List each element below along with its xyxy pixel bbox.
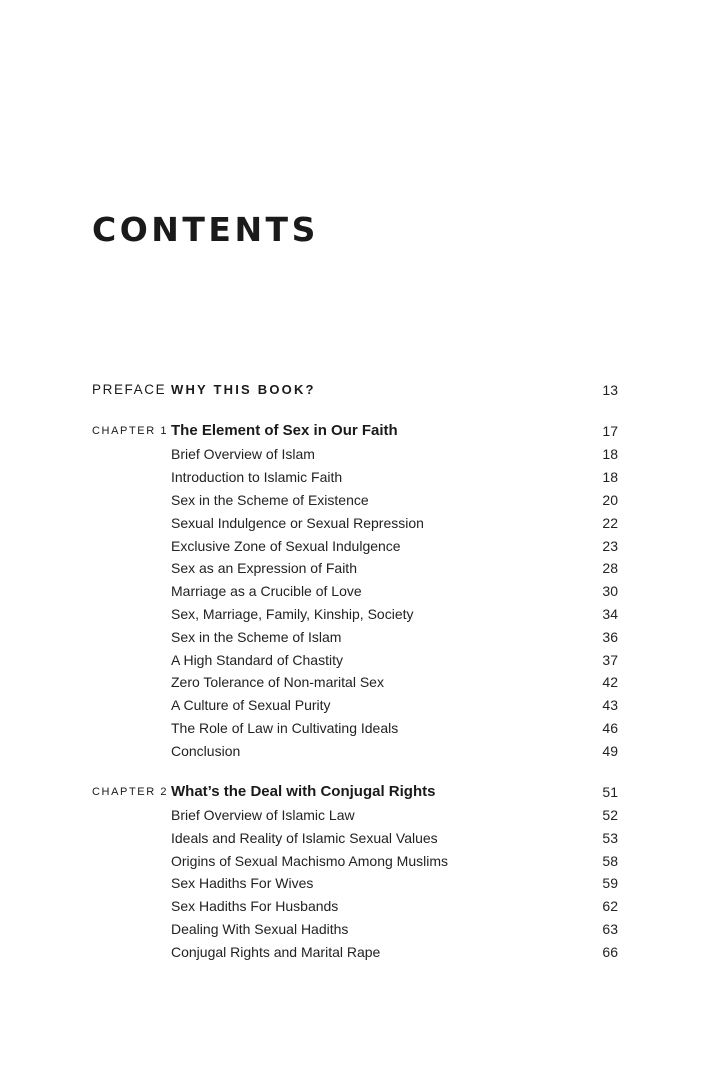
page-title: CONTENTS [92,210,319,249]
section-title: Introduction to Islamic Faith [171,469,343,485]
preface-title: WHY THIS BOOK? [171,382,316,397]
toc-section-row[interactable] [0,918,720,940]
chapter-2-page-number: 51 [602,784,618,800]
toc-section-row[interactable] [0,557,720,579]
toc-section-row[interactable] [0,603,720,625]
toc-section-row[interactable] [0,804,720,826]
section-title: Sex as an Expression of Faith [171,560,357,576]
toc-section-row[interactable] [0,895,720,917]
section-title: The Role of Law in Cultivating Ideals [171,720,399,736]
chapter-1-page-number: 17 [602,423,618,439]
chapter-2-title: What’s the Deal with Conjugal Rights [171,783,436,800]
section-page-number: 53 [602,830,618,846]
toc-section-row[interactable] [0,443,720,465]
section-title: Ideals and Reality of Islamic Sexual Values [171,830,438,846]
toc-chapter-2-row[interactable] [0,781,720,803]
section-title: Sex Hadiths For Wives [171,875,314,891]
preface-label: PREFACE [92,382,167,397]
section-page-number: 36 [602,629,618,645]
section-page-number: 66 [602,944,618,960]
section-page-number: 18 [602,469,618,485]
toc-section-row[interactable] [0,872,720,894]
section-title: Sex in the Scheme of Existence [171,492,369,508]
section-page-number: 23 [602,538,618,554]
toc-section-row[interactable] [0,512,720,534]
toc-section-row[interactable] [0,717,720,739]
section-page-number: 42 [602,674,618,690]
section-title: Sexual Indulgence or Sexual Repression [171,515,424,531]
toc-section-row[interactable] [0,489,720,511]
section-title: Dealing With Sexual Hadiths [171,921,349,937]
section-title: Zero Tolerance of Non-marital Sex [171,674,384,690]
toc-section-row[interactable] [0,649,720,671]
section-title: Conclusion [171,743,241,759]
section-page-number: 37 [602,652,618,668]
section-title: A Culture of Sexual Purity [171,697,331,713]
section-page-number: 30 [602,583,618,599]
section-title: Origins of Sexual Machismo Among Muslims [171,853,448,869]
chapter-2-label: CHAPTER 2 [92,786,169,798]
section-page-number: 49 [602,743,618,759]
section-page-number: 20 [602,492,618,508]
section-page-number: 28 [602,560,618,576]
section-title: Brief Overview of Islam [171,446,315,462]
toc-section-row[interactable] [0,535,720,557]
toc-chapter-1-row[interactable] [0,420,720,442]
section-page-number: 63 [602,921,618,937]
section-page-number: 22 [602,515,618,531]
section-page-number: 43 [602,697,618,713]
section-title: Marriage as a Crucible of Love [171,583,362,599]
preface-page-number: 13 [602,382,618,398]
toc-section-row[interactable] [0,850,720,872]
section-page-number: 46 [602,720,618,736]
section-page-number: 62 [602,898,618,914]
chapter-1-label: CHAPTER 1 [92,425,169,437]
toc-section-row[interactable] [0,941,720,963]
toc-section-row[interactable] [0,694,720,716]
section-page-number: 58 [602,853,618,869]
section-page-number: 52 [602,807,618,823]
section-title: Sex, Marriage, Family, Kinship, Society [171,606,414,622]
section-page-number: 59 [602,875,618,891]
toc-section-row[interactable] [0,671,720,693]
section-title: Exclusive Zone of Sexual Indulgence [171,538,401,554]
toc-section-row[interactable] [0,827,720,849]
section-title: Brief Overview of Islamic Law [171,807,355,823]
section-title: Sex Hadiths For Husbands [171,898,339,914]
section-page-number: 34 [602,606,618,622]
toc-section-row[interactable] [0,626,720,648]
chapter-1-title: The Element of Sex in Our Faith [171,422,398,439]
section-title: A High Standard of Chastity [171,652,343,668]
section-title: Sex in the Scheme of Islam [171,629,342,645]
section-title: Conjugal Rights and Marital Rape [171,944,381,960]
section-page-number: 18 [602,446,618,462]
toc-section-row[interactable] [0,580,720,602]
toc-section-row[interactable] [0,466,720,488]
toc-section-row[interactable] [0,740,720,762]
toc-preface-row[interactable] [0,379,720,401]
